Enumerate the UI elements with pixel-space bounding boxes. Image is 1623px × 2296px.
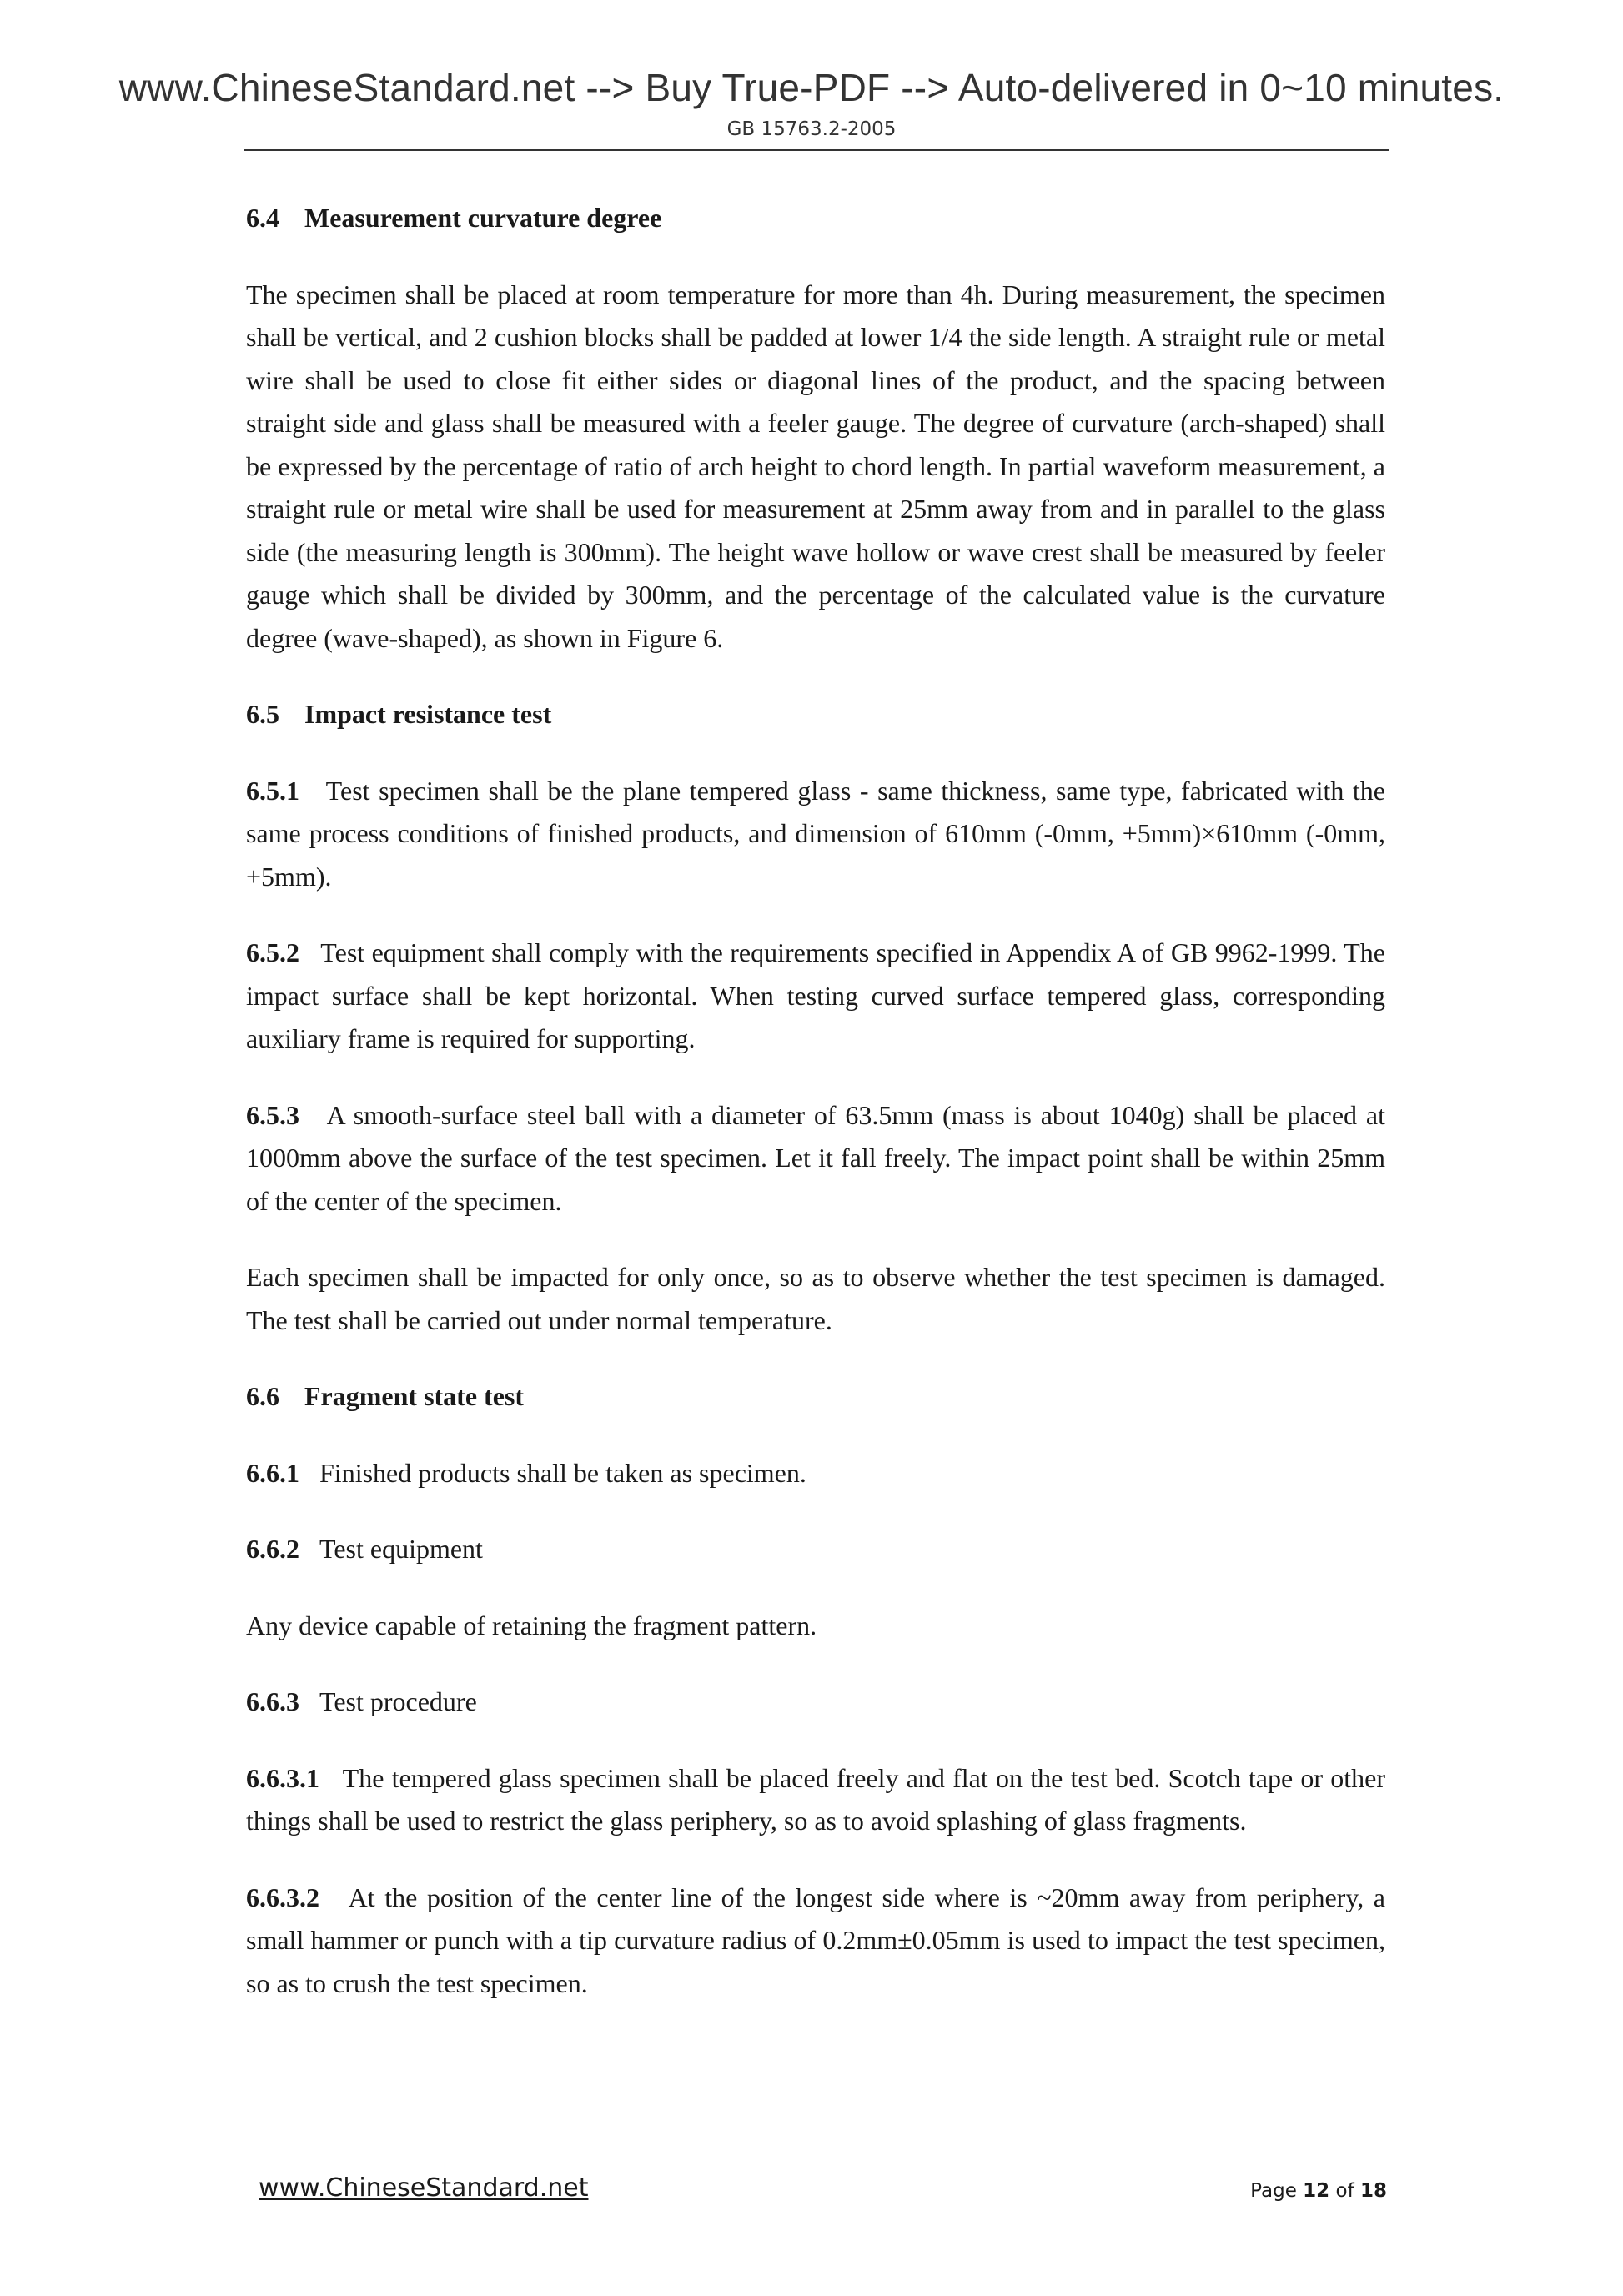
- paragraph-6-6-3: [246, 1681, 1385, 1724]
- clause-number: 6.5.2: [246, 937, 299, 967]
- clause-text: Test procedure: [319, 1686, 477, 1716]
- paragraph-6-6-2-body: Any device capable of retaining the fragment pattern.: [246, 1610, 817, 1640]
- clause-number: 6.5.3: [246, 1099, 299, 1130]
- section-number: 6.4: [246, 203, 279, 233]
- page-label: Page: [1250, 2180, 1297, 2202]
- section-number: 6.6: [246, 1381, 279, 1411]
- section-number: 6.5: [246, 699, 279, 729]
- page-of: of: [1335, 2180, 1354, 2202]
- clause-text: Test specimen shall be the plane tempered glass - same thickness, same type, fabricated with the same process conditions of finished products, and dimension of 610mm (-0mm, +5mm)×610mm (-0mm, +5mm).: [246, 775, 1386, 892]
- header-divider: [244, 149, 1389, 151]
- footer-website-link[interactable]: www.ChineseStandard.net: [259, 2173, 589, 2203]
- paragraph-6-6-3-1: [246, 1757, 1385, 1843]
- clause-number: 6.6.3: [246, 1686, 299, 1716]
- document-body: [246, 197, 1385, 2038]
- paragraph-6-6-2: [246, 1528, 1385, 1571]
- clause-number: 6.5.1: [246, 775, 299, 806]
- standard-id: GB 15763.2-2005: [726, 118, 897, 140]
- section-heading-6-5: [246, 693, 1385, 736]
- paragraph-6-5-2: [246, 932, 1385, 1061]
- section-heading-6-4: [246, 197, 1385, 240]
- paragraph-6-5-1: [246, 770, 1385, 899]
- clause-text: Test equipment: [319, 1534, 483, 1564]
- paragraph-6-6-1: [246, 1452, 1385, 1495]
- clause-text: Test equipment shall comply with the requirements specified in Appendix A of GB 9962-1999. The impact surface shall be kept horizontal. When testing curved surface tempered glass, corresponding auxiliary frame is required for supporting.: [246, 937, 1386, 1053]
- header-banner: www.ChineseStandard.net --> Buy True-PDF --> Auto-delivered in 0~10 minutes.: [118, 66, 1505, 109]
- paragraph-6-5-note: Each specimen shall be impacted for only once, so as to observe whether the test specimen is damaged. The test shall be carried out under normal temperature.: [246, 1262, 1385, 1335]
- paragraph-6-6-3-2: [246, 1876, 1385, 2006]
- section-title: Impact resistance test: [304, 699, 552, 729]
- clause-text: The tempered glass specimen shall be placed freely and flat on the test bed. Scotch tape or other things shall be used to restrict the glass periphery, so as to avoid splashing of glass fragments.: [246, 1762, 1386, 1836]
- section-heading-6-6: [246, 1375, 1385, 1419]
- section-title: Fragment state test: [304, 1381, 524, 1411]
- clause-text: Finished products shall be taken as specimen.: [319, 1457, 806, 1488]
- clause-number: 6.6.3.2: [246, 1882, 319, 1912]
- paragraph-6-4: The specimen shall be placed at room temperature for more than 4h. During measurement, the specimen shall be vertical, and 2 cushion blocks shall be padded at lower 1/4 the side length. A straight rule or metal wire shall be used to close fit either sides or diagonal lines of the product, and the spacing between straight side and glass shall be measured with a feeler gauge. The degree of curvature (arch-shaped) shall be expressed by the percentage of ratio of arch height to chord length. In partial waveform measurement, a straight rule or metal wire shall be used for measurement at 25mm away from and in parallel to the glass side (the measuring length is 300mm). The height wave hollow or wave crest shall be measured by feeler gauge which shall be divided by 300mm, and the percentage of the calculated value is the curvature degree (wave-shaped), as shown in Figure 6.: [246, 279, 1385, 653]
- paragraph-6-5-3: [246, 1094, 1385, 1223]
- clause-number: 6.6.2: [246, 1534, 299, 1564]
- clause-text: At the position of the center line of the longest side where is ~20mm away from periphery, a small hammer or punch with a tip curvature radius of 0.2mm±0.05mm is used to impact the test specimen, so as to crush the test specimen.: [246, 1882, 1386, 1998]
- page-indicator: [1250, 2180, 1387, 2202]
- clause-number: 6.6.1: [246, 1457, 299, 1488]
- page-total: 18: [1359, 2180, 1387, 2202]
- clause-number: 6.6.3.1: [246, 1762, 319, 1793]
- page-current: 12: [1303, 2180, 1330, 2202]
- section-title: Measurement curvature degree: [304, 203, 662, 233]
- clause-text: A smooth-surface steel ball with a diameter of 63.5mm (mass is about 1040g) shall be placed at 1000mm above the surface of the test specimen. Let it fall freely. The impact point shall be within 25mm of the center of the specimen.: [246, 1099, 1386, 1216]
